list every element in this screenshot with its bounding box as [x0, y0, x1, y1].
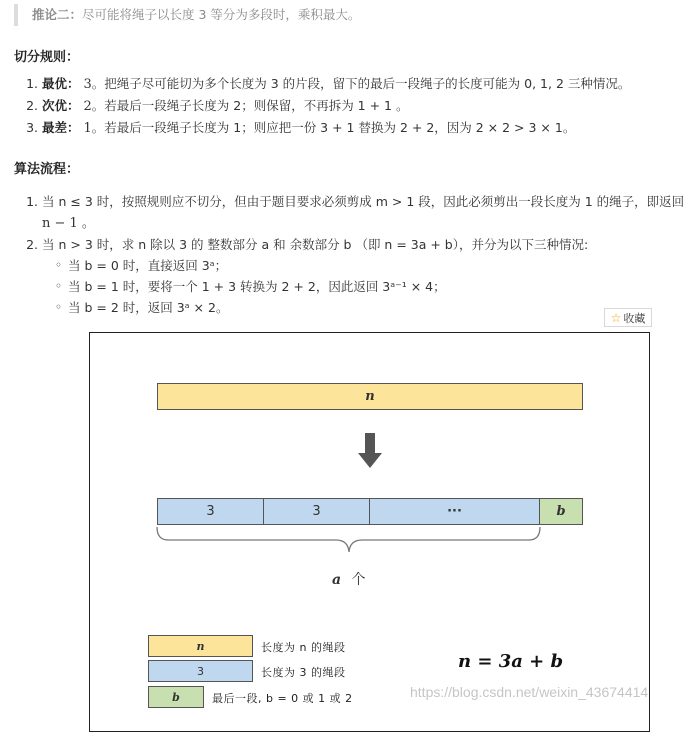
rule-item-second: 2. 次优： 2。若最后一段绳子长度为 2；则保留，不再拆为 1 + 1 。 — [42, 95, 630, 117]
collect-label: 收藏 — [623, 311, 646, 325]
quote-label: 推论二： — [32, 7, 83, 22]
watermark: https://blog.csdn.net/weixin_43674414 — [410, 684, 649, 700]
legend-swatch-3: 3 — [148, 660, 253, 682]
rule-item-worst: 3. 最差： 1。若最后一段绳子长度为 1；则应把一份 3 + 1 替换为 2 + 2，因为 2 × 2 > 3 × 1。 — [42, 117, 630, 139]
rope-n-bar: n — [157, 383, 583, 410]
algo-subitem: ◦ 当 b = 2 时，返回 3ᵃ × 2。 — [68, 297, 684, 318]
algo-item-1: 1. 当 n ≤ 3 时，按照规则应不切分，但由于题目要求必须剪成 m > 1 段，因此必须剪出一段长度为 1 的绳子，即返回 n − 1 。 — [42, 191, 684, 234]
legend-text: 长度为 3 的绳段 — [261, 666, 346, 679]
segment-b: b — [539, 498, 583, 525]
algo-subitem: ◦ 当 b = 1 时，要将一个 1 + 3 转换为 2 + 2，因此返回 3ᵃ⁻¹ × 4； — [68, 276, 684, 297]
quote-text: 尽可能将绳子以长度 3 等分为多段时，乘积最大。 — [82, 7, 361, 22]
down-arrow-icon — [355, 433, 385, 469]
rules-list — [27, 73, 630, 139]
star-icon: ☆ — [610, 310, 622, 325]
segment-3: 3 — [263, 498, 370, 525]
inference-quote — [14, 4, 684, 26]
collect-button[interactable] — [604, 308, 652, 327]
algo-item-1-cont: n − 1 。 — [42, 216, 95, 231]
legend-text: 长度为 n 的绳段 — [261, 641, 346, 654]
algo-sublist — [42, 255, 684, 318]
legend-text: 最后一段, b = 0 或 1 或 2 — [212, 692, 353, 705]
brace-label: a 个 — [332, 572, 366, 588]
rope-diagram — [89, 332, 650, 732]
brace — [156, 526, 542, 558]
algo-list — [27, 191, 684, 318]
rules-heading: 切分规则： — [14, 50, 80, 65]
algo-heading: 算法流程： — [14, 162, 80, 177]
segment-3: 3 — [157, 498, 264, 525]
segment-ellipsis: ··· — [369, 498, 540, 525]
formula: n = 3a + b — [458, 651, 564, 672]
legend-swatch-b: b — [148, 686, 204, 708]
legend-swatch-n: n — [148, 635, 253, 657]
rule-item-best: 1. 最优： 3。把绳子尽可能切为多个长度为 3 的片段，留下的最后一段绳子的长度可能为 0, 1, 2 三种情况。 — [42, 73, 630, 95]
algo-subitem: ◦ 当 b = 0 时，直接返回 3ᵃ； — [68, 255, 684, 276]
algo-item-2: 2. 当 n > 3 时，求 n 除以 3 的 整数部分 a 和 余数部分 b （即 n = 3a + b），并分为以下三种情况: ◦ 当 b = 0 时，直接返回 3ᵃ； ◦ 当 b = 1 时，要将一个 1 + 3 转换为 2 + 2，因此返回 3ᵃ⁻¹ × 4； ◦ 当 b = 2 时，返回 3ᵃ × 2。 — [42, 234, 684, 318]
